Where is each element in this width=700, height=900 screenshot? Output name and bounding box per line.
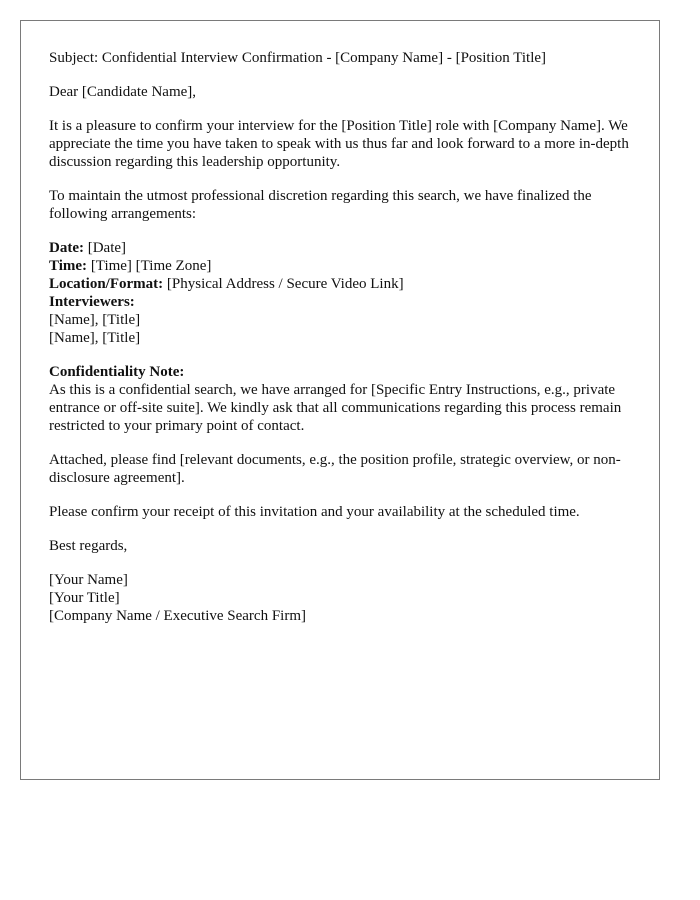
signature-company: [Company Name / Executive Search Firm] xyxy=(49,608,307,624)
time-value: [Time] [Time Zone] xyxy=(87,258,212,274)
subject-line: Subject: Confidential Interview Confirmation - [Company Name] - [Position Title] xyxy=(49,50,547,66)
arrangements-details xyxy=(49,239,631,347)
location-row xyxy=(49,275,631,293)
time-label: Time: xyxy=(49,258,88,274)
time-row xyxy=(49,257,631,275)
signature-block xyxy=(49,571,631,625)
confidentiality-note xyxy=(49,363,631,435)
greeting: Dear [Candidate Name], xyxy=(49,84,197,100)
date-label: Date: xyxy=(49,240,84,256)
date-value: [Date] xyxy=(83,240,127,256)
confirm-request-paragraph: Please confirm your receipt of this invitation and your availability at the scheduled time. xyxy=(49,504,580,520)
interviewer-2: [Name], [Title] xyxy=(49,330,141,346)
location-label: Location/Format: xyxy=(49,276,164,292)
attachments-paragraph: Attached, please find [relevant documents, e.g., the position profile, strategic overview, or non-disclosure agreement]. xyxy=(49,452,621,486)
closing: Best regards, xyxy=(49,538,128,554)
confidentiality-label: Confidentiality Note: xyxy=(49,364,185,380)
confidentiality-text: As this is a confidential search, we have arranged for [Specific Entry Instructions, e.g., private entrance or off-site suite]. We kindly ask that all communications regarding this process remain restricted to your primary point of contact. xyxy=(49,382,622,434)
letter-document xyxy=(20,20,660,780)
interviewers-label: Interviewers: xyxy=(49,294,135,310)
date-row xyxy=(49,239,631,257)
intro-paragraph: It is a pleasure to confirm your interview for the [Position Title] role with [Company Name]. We appreciate the time you have taken to speak with us thus far and look forward to a more in-depth discussion regarding this leadership opportunity. xyxy=(49,118,629,170)
signature-title: [Your Title] xyxy=(49,590,120,606)
interviewer-1: [Name], [Title] xyxy=(49,312,141,328)
signature-name: [Your Name] xyxy=(49,572,128,588)
discretion-paragraph: To maintain the utmost professional discretion regarding this search, we have finalized the following arrangements: xyxy=(49,188,592,222)
location-value: [Physical Address / Secure Video Link] xyxy=(163,276,404,292)
